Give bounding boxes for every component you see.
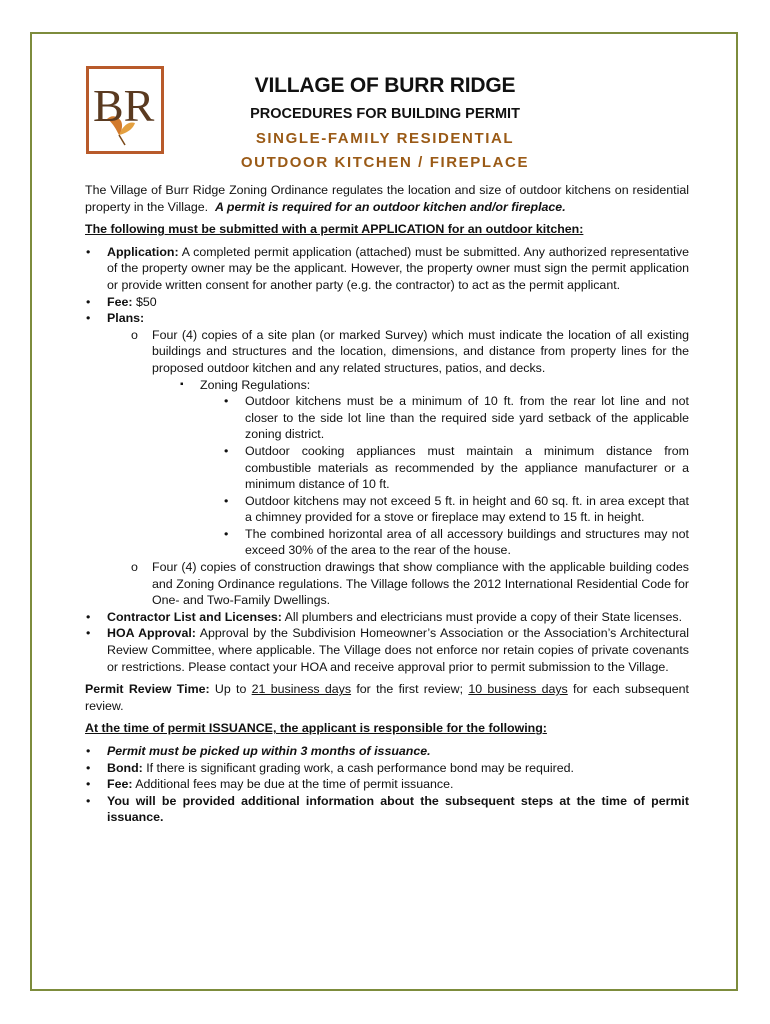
list-item-issuance-fee: [85, 776, 689, 793]
list-item-zoning: [176, 377, 689, 560]
list-item-contractor: [85, 609, 689, 626]
hoa-label: HOA Approval:: [107, 626, 196, 641]
info-text: You will be provided additional information about the subsequent steps at the time of permit issuance.: [107, 793, 689, 825]
contractor-text: All plumbers and electricians must provide a copy of their State licenses.: [284, 609, 683, 624]
logo-letters: BR: [93, 80, 155, 131]
village-logo: [86, 66, 164, 154]
intro-emphasis: A permit is required for an outdoor kitchen and/or fireplace.: [214, 199, 566, 214]
review-paragraph: [85, 681, 689, 714]
intro-paragraph: [85, 182, 689, 215]
issuance-fee-text: Additional fees may be due at the time of permit issuance.: [135, 777, 454, 792]
document-body: [85, 182, 689, 826]
review-first-days: 21 business days: [251, 682, 352, 697]
application-text: A completed permit application (attached) must be submitted. Any authorized representative of the property owner may be the applicant. However, the property owner must sign the permit application or provide written consent for another party (e.g. the contractor) to act as the permit applicant.: [107, 244, 689, 292]
list-item-info: [85, 793, 689, 826]
bond-label: Bond:: [107, 760, 143, 775]
list-item-pickup: [85, 743, 689, 760]
plans-label: Plans:: [107, 311, 145, 326]
category-line-2: OUTDOOR KITCHEN / FIREPLACE: [240, 154, 530, 171]
zoning-list: [176, 377, 689, 560]
zoning-rules: [223, 393, 689, 559]
issuance-fee-label: Fee:: [107, 777, 133, 792]
category-line-1: SINGLE-FAMILY RESIDENTIAL: [255, 130, 515, 147]
review-post: for each subsequent review.: [85, 682, 689, 713]
list-item-bond: [85, 760, 689, 777]
intro-text: The Village of Burr Ridge Zoning Ordinance regulates the location and size of outdoor kitchens on residential property in the Village.: [85, 183, 689, 214]
hoa-text: Approval by the Subdivision Homeowner’s Association or the Association’s Architectural Review Committee, where applicable. The Village does not enforce nor retain copies of private covenants or restrictions. Please contact your HOA and receive approval prior to permit submission to the Village.: [107, 626, 689, 674]
list-item-fee: [85, 294, 689, 311]
review-label: Permit Review Time:: [85, 682, 210, 697]
zoning-rule: • Outdoor cooking appliances must maintain a minimum distance from combustible materials as recommended by the appliance manufacturer or a minimum distance of 10 ft.: [223, 443, 689, 493]
fee-label: Fee:: [107, 294, 133, 309]
zoning-rule: • Outdoor kitchens may not exceed 5 ft. in height and 60 sq. ft. in area except that a chimney provided for a stove or fireplace may extend to 15 ft. in height.: [223, 493, 689, 526]
review-mid: for the first review;: [356, 682, 464, 697]
site-plan-text: Four (4) copies of a site plan (or marked Survey) which must indicate the location of all existing buildings and structures and the location, dimensions, and distance from property lines for the proposed outdoor kitchen and any related structures, patios, and decks.: [152, 327, 689, 375]
pickup-text: Permit must be picked up within 3 months of issuance.: [107, 744, 431, 758]
fee-value: $50: [135, 294, 157, 309]
bond-text: If there is significant grading work, a cash performance bond may be required.: [146, 760, 574, 775]
page-title: VILLAGE OF BURR RIDGE: [254, 74, 516, 97]
list-item-site-plan: [131, 327, 689, 559]
review-sub-days: 10 business days: [468, 682, 568, 697]
application-list: [85, 244, 689, 675]
zoning-rule: • The combined horizontal area of all accessory buildings and structures may not exceed 30% of the area to the rear of the house.: [223, 526, 689, 559]
application-label: Application:: [107, 244, 179, 259]
page-subtitle: PROCEDURES FOR BUILDING PERMIT: [250, 106, 520, 122]
application-heading: The following must be submitted with a permit APPLICATION for an outdoor kitchen:: [85, 222, 584, 237]
list-item-construction: o Four (4) copies of construction drawings that show compliance with the applicable building codes and Zoning Ordinance regulations. The Village follows the 2012 International Residential Code for One- and Two-Family Dwellings.: [131, 559, 689, 609]
issuance-list: [85, 743, 689, 826]
review-pre: Up to: [214, 682, 247, 697]
list-item-hoa: [85, 625, 689, 675]
issuance-heading: At the time of permit ISSUANCE, the applicant is responsible for the following:: [85, 721, 547, 736]
zoning-rule: • Outdoor kitchens must be a minimum of 10 ft. from the rear lot line and not closer to the side lot line than the required side yard setback of the applicable zoning district.: [223, 393, 689, 443]
list-item-application: [85, 244, 689, 294]
logo-graphic: [89, 69, 161, 151]
contractor-label: Contractor List and Licenses:: [107, 609, 282, 624]
list-item-plans: [85, 310, 689, 609]
plans-sublist: [131, 327, 689, 609]
zoning-label: Zoning Regulations:: [200, 377, 311, 392]
